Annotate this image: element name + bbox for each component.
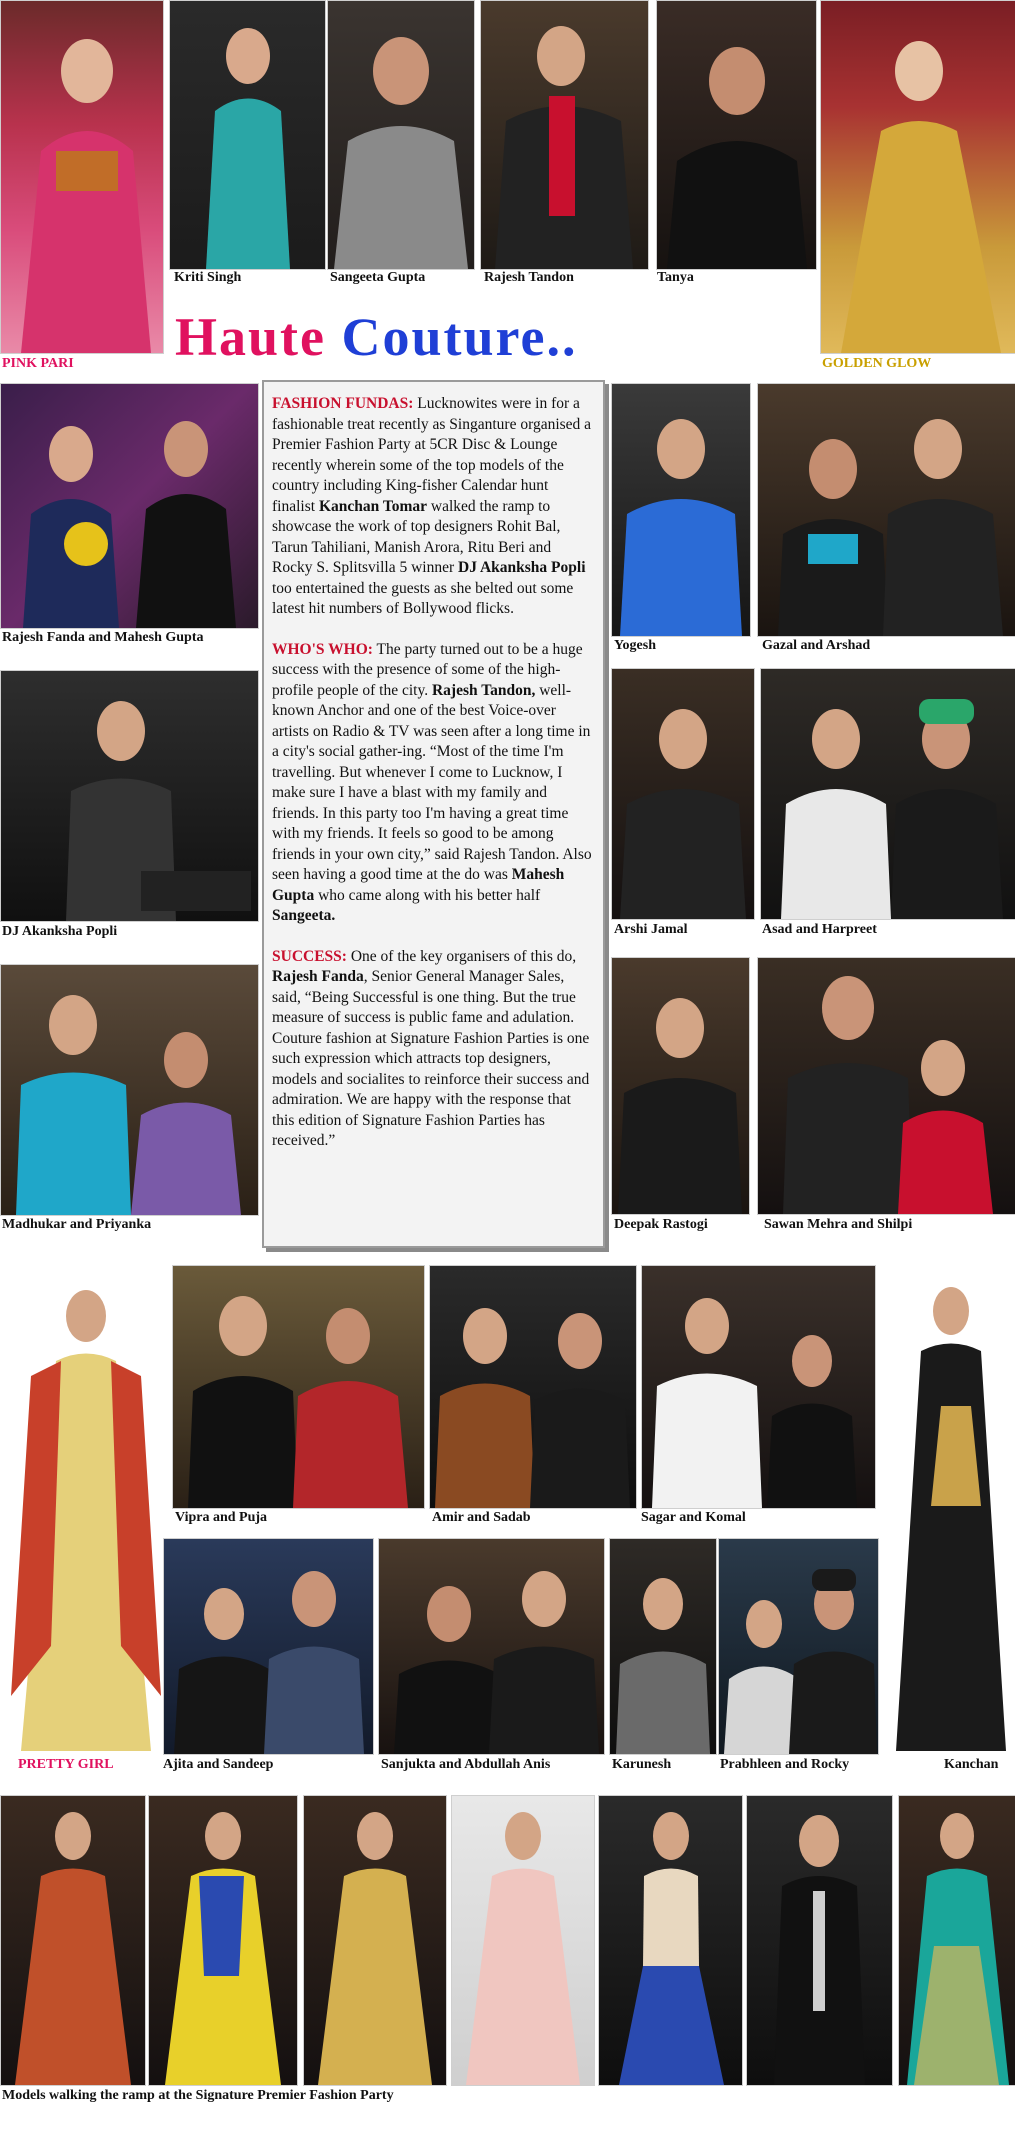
- caption-madhukar-priyanka: Madhukar and Priyanka: [2, 1217, 152, 1232]
- article-bold: Sangeeta.: [272, 907, 336, 924]
- person-silhouette-icon: [612, 669, 754, 919]
- person-silhouette-icon: [328, 1, 474, 269]
- caption-yogesh: Yogesh: [614, 638, 657, 653]
- caption-karunesh: Karunesh: [612, 1757, 672, 1772]
- photo-ajita-sandeep: [163, 1538, 374, 1755]
- photo-rajesh-tandon: [480, 0, 649, 270]
- heading-success: SUCCESS:: [272, 947, 347, 965]
- article-bold: Kanchan Tomar: [318, 497, 428, 515]
- caption-arshi-jamal: Arshi Jamal: [614, 922, 688, 937]
- caption-pink-pari: PINK PARI: [2, 356, 74, 371]
- model-silhouette-icon: [1, 1266, 169, 1751]
- people-silhouette-icon: [430, 1266, 636, 1508]
- people-silhouette-icon: [719, 1539, 878, 1754]
- caption-pretty-girl: PRETTY GIRL: [18, 1757, 114, 1772]
- photo-ramp-model-6: [746, 1795, 893, 2086]
- photo-prabhleen-rocky: [718, 1538, 879, 1755]
- caption-ajita-sandeep: Ajita and Sandeep: [163, 1757, 274, 1772]
- photo-sagar-komal: [641, 1265, 876, 1509]
- article-text: too entertained the guests as she belted out some latest hit numbers of Bollywood flicks.: [272, 579, 574, 617]
- caption-golden-glow: GOLDEN GLOW: [822, 356, 932, 371]
- photo-tanya: [656, 0, 817, 270]
- photo-deepak-rastogi: [611, 957, 750, 1215]
- caption-models-walking-ramp: Models walking the ramp at the Signature Premier Fashion Party: [2, 2088, 394, 2103]
- article-text: Lucknowites were in for a fashionable treat recently as Singanture organised a Premier Fashion Party at 5CR Disc & Lounge recently wherein some of the top models of the country including King-fisher Calendar hunt finalist: [272, 395, 592, 515]
- article-paragraph-fashion-fundas: [272, 394, 595, 620]
- article-bold: DJ Akanksha Popli: [458, 559, 586, 576]
- model-silhouette-icon: [452, 1796, 594, 2085]
- people-silhouette-icon: [761, 669, 1015, 919]
- photo-madhukar-priyanka: [0, 964, 259, 1216]
- person-silhouette-icon: [612, 958, 749, 1214]
- photo-arshi-jamal: [611, 668, 755, 920]
- article-text: walked the ramp to showcase the work of top designers Rohit Bal, Tarun Tahiliani, Manish Arora, Ritu Beri and Rocky S. Splitsvilla 5 winner: [272, 497, 561, 576]
- model-silhouette-icon: [1, 1796, 145, 2085]
- people-silhouette-icon: [164, 1539, 373, 1754]
- photo-amir-sadab: [429, 1265, 637, 1509]
- people-silhouette-icon: [379, 1539, 604, 1754]
- model-silhouette-icon: [899, 1796, 1015, 2085]
- caption-sanjukta-abdullah-anis: Sanjukta and Abdullah Anis: [381, 1757, 551, 1772]
- person-silhouette-icon: [657, 1, 816, 269]
- caption-prabhleen-rocky: Prabhleen and Rocky: [720, 1757, 850, 1772]
- photo-gazal-arshad: [757, 383, 1015, 637]
- caption-sawan-mehra-shilpi: Sawan Mehra and Shilpi: [764, 1217, 913, 1232]
- person-silhouette-icon: [612, 384, 750, 636]
- person-silhouette-icon: [1, 671, 258, 921]
- page-title: [175, 306, 815, 366]
- person-silhouette-icon: [481, 1, 648, 269]
- photo-karunesh: [609, 1538, 717, 1755]
- people-silhouette-icon: [758, 958, 1015, 1214]
- photo-ramp-model-1: [0, 1795, 146, 2086]
- people-silhouette-icon: [642, 1266, 875, 1508]
- photo-rajesh-fanda-mahesh-gupta: [0, 383, 259, 629]
- photo-sawan-mehra-shilpi: [757, 957, 1015, 1215]
- title-word-haute: Haute: [175, 307, 326, 367]
- photo-ramp-model-2: [148, 1795, 298, 2086]
- photo-kanchan: [880, 1265, 1015, 1752]
- caption-deepak-rastogi: Deepak Rastogi: [614, 1217, 708, 1232]
- article-bold: Rajesh Tandon,: [431, 681, 536, 699]
- photo-ramp-model-3: [303, 1795, 447, 2086]
- article-bold: Rajesh Fanda: [272, 968, 364, 985]
- model-silhouette-icon: [304, 1796, 446, 2085]
- article-text: The party turned out to be a huge success with the presence of some of the high-profile people of the city.: [272, 640, 583, 699]
- caption-kanchan: Kanchan: [944, 1757, 999, 1772]
- caption-vipra-puja: Vipra and Puja: [175, 1510, 268, 1525]
- photo-sangeeta-gupta: [327, 0, 475, 270]
- model-silhouette-icon: [149, 1796, 297, 2085]
- caption-sagar-komal: Sagar and Komal: [641, 1510, 746, 1525]
- people-silhouette-icon: [1, 965, 258, 1215]
- caption-dj-akanksha-popli: DJ Akanksha Popli: [2, 924, 118, 939]
- caption-sangeeta-gupta: Sangeeta Gupta: [330, 270, 426, 285]
- caption-kriti-singh: Kriti Singh: [174, 270, 242, 285]
- article-paragraph-whos-who: [272, 640, 595, 927]
- photo-golden-glow: [820, 0, 1015, 354]
- photo-ramp-model-5: [598, 1795, 743, 2086]
- photo-kriti-singh: [169, 0, 326, 270]
- caption-asad-harpreet: Asad and Harpreet: [762, 922, 877, 937]
- article-bold: Mahesh Gupta: [272, 866, 565, 904]
- photo-dj-akanksha-popli: [0, 670, 259, 922]
- caption-tanya: Tanya: [657, 270, 694, 285]
- article-text: , Senior General Manager Sales, said, “Being Successful is one thing. But the true measure of success is public fame and adulation. Couture fashion at Signature Fashion Parties is one such expression which attracts top designers, models and socialites to reinforce their success and admiration. We are happy with the response that this edition of Signature Fashion Parties has received.”: [272, 968, 590, 1149]
- caption-rajesh-tandon: Rajesh Tandon: [484, 270, 574, 285]
- article-text: who came along with his better half: [314, 886, 541, 904]
- photo-pretty-girl: [0, 1265, 170, 1752]
- person-silhouette-icon: [610, 1539, 716, 1754]
- article-paragraph-success: [272, 947, 595, 1152]
- article-text: well-known Anchor and one of the best Voice-over artists on Radio & TV was seen after a long time in a city's social gather-ing. “Most of the time I'm travelling. But whenever I come to Lucknow, I make sure I have a blast with my family and friends. In this party too I'm having a great time with my friends. It feels so good to be among friends in your own city,” said Rajesh Tandon. Also seen having a good time at the do was: [272, 681, 592, 883]
- photo-asad-harpreet: [760, 668, 1015, 920]
- photo-ramp-model-4: [451, 1795, 595, 2086]
- caption-gazal-arshad: Gazal and Arshad: [762, 638, 871, 653]
- photo-ramp-model-7: [898, 1795, 1015, 2086]
- photo-sanjukta-abdullah-anis: [378, 1538, 605, 1755]
- model-silhouette-icon: [1, 1, 163, 353]
- model-silhouette-icon: [821, 1, 1015, 353]
- title-word-couture: Couture..: [341, 307, 578, 367]
- model-silhouette-icon: [881, 1266, 1015, 1751]
- photo-vipra-puja: [172, 1265, 425, 1509]
- heading-whos-who: WHO'S WHO:: [272, 640, 373, 658]
- model-silhouette-icon: [599, 1796, 742, 2085]
- model-silhouette-icon: [747, 1796, 892, 2085]
- people-silhouette-icon: [173, 1266, 424, 1508]
- people-silhouette-icon: [1, 384, 258, 628]
- caption-amir-sadab: Amir and Sadab: [432, 1510, 531, 1525]
- heading-fashion-fundas: FASHION FUNDAS:: [272, 395, 414, 412]
- photo-pink-pari: [0, 0, 164, 354]
- article-text-box: [262, 380, 605, 1248]
- people-silhouette-icon: [758, 384, 1015, 636]
- photo-yogesh: [611, 383, 751, 637]
- person-silhouette-icon: [170, 1, 325, 269]
- caption-rajesh-fanda-mahesh-gupta: Rajesh Fanda and Mahesh Gupta: [2, 630, 204, 645]
- article-text: One of the key organisers of this do,: [346, 947, 577, 965]
